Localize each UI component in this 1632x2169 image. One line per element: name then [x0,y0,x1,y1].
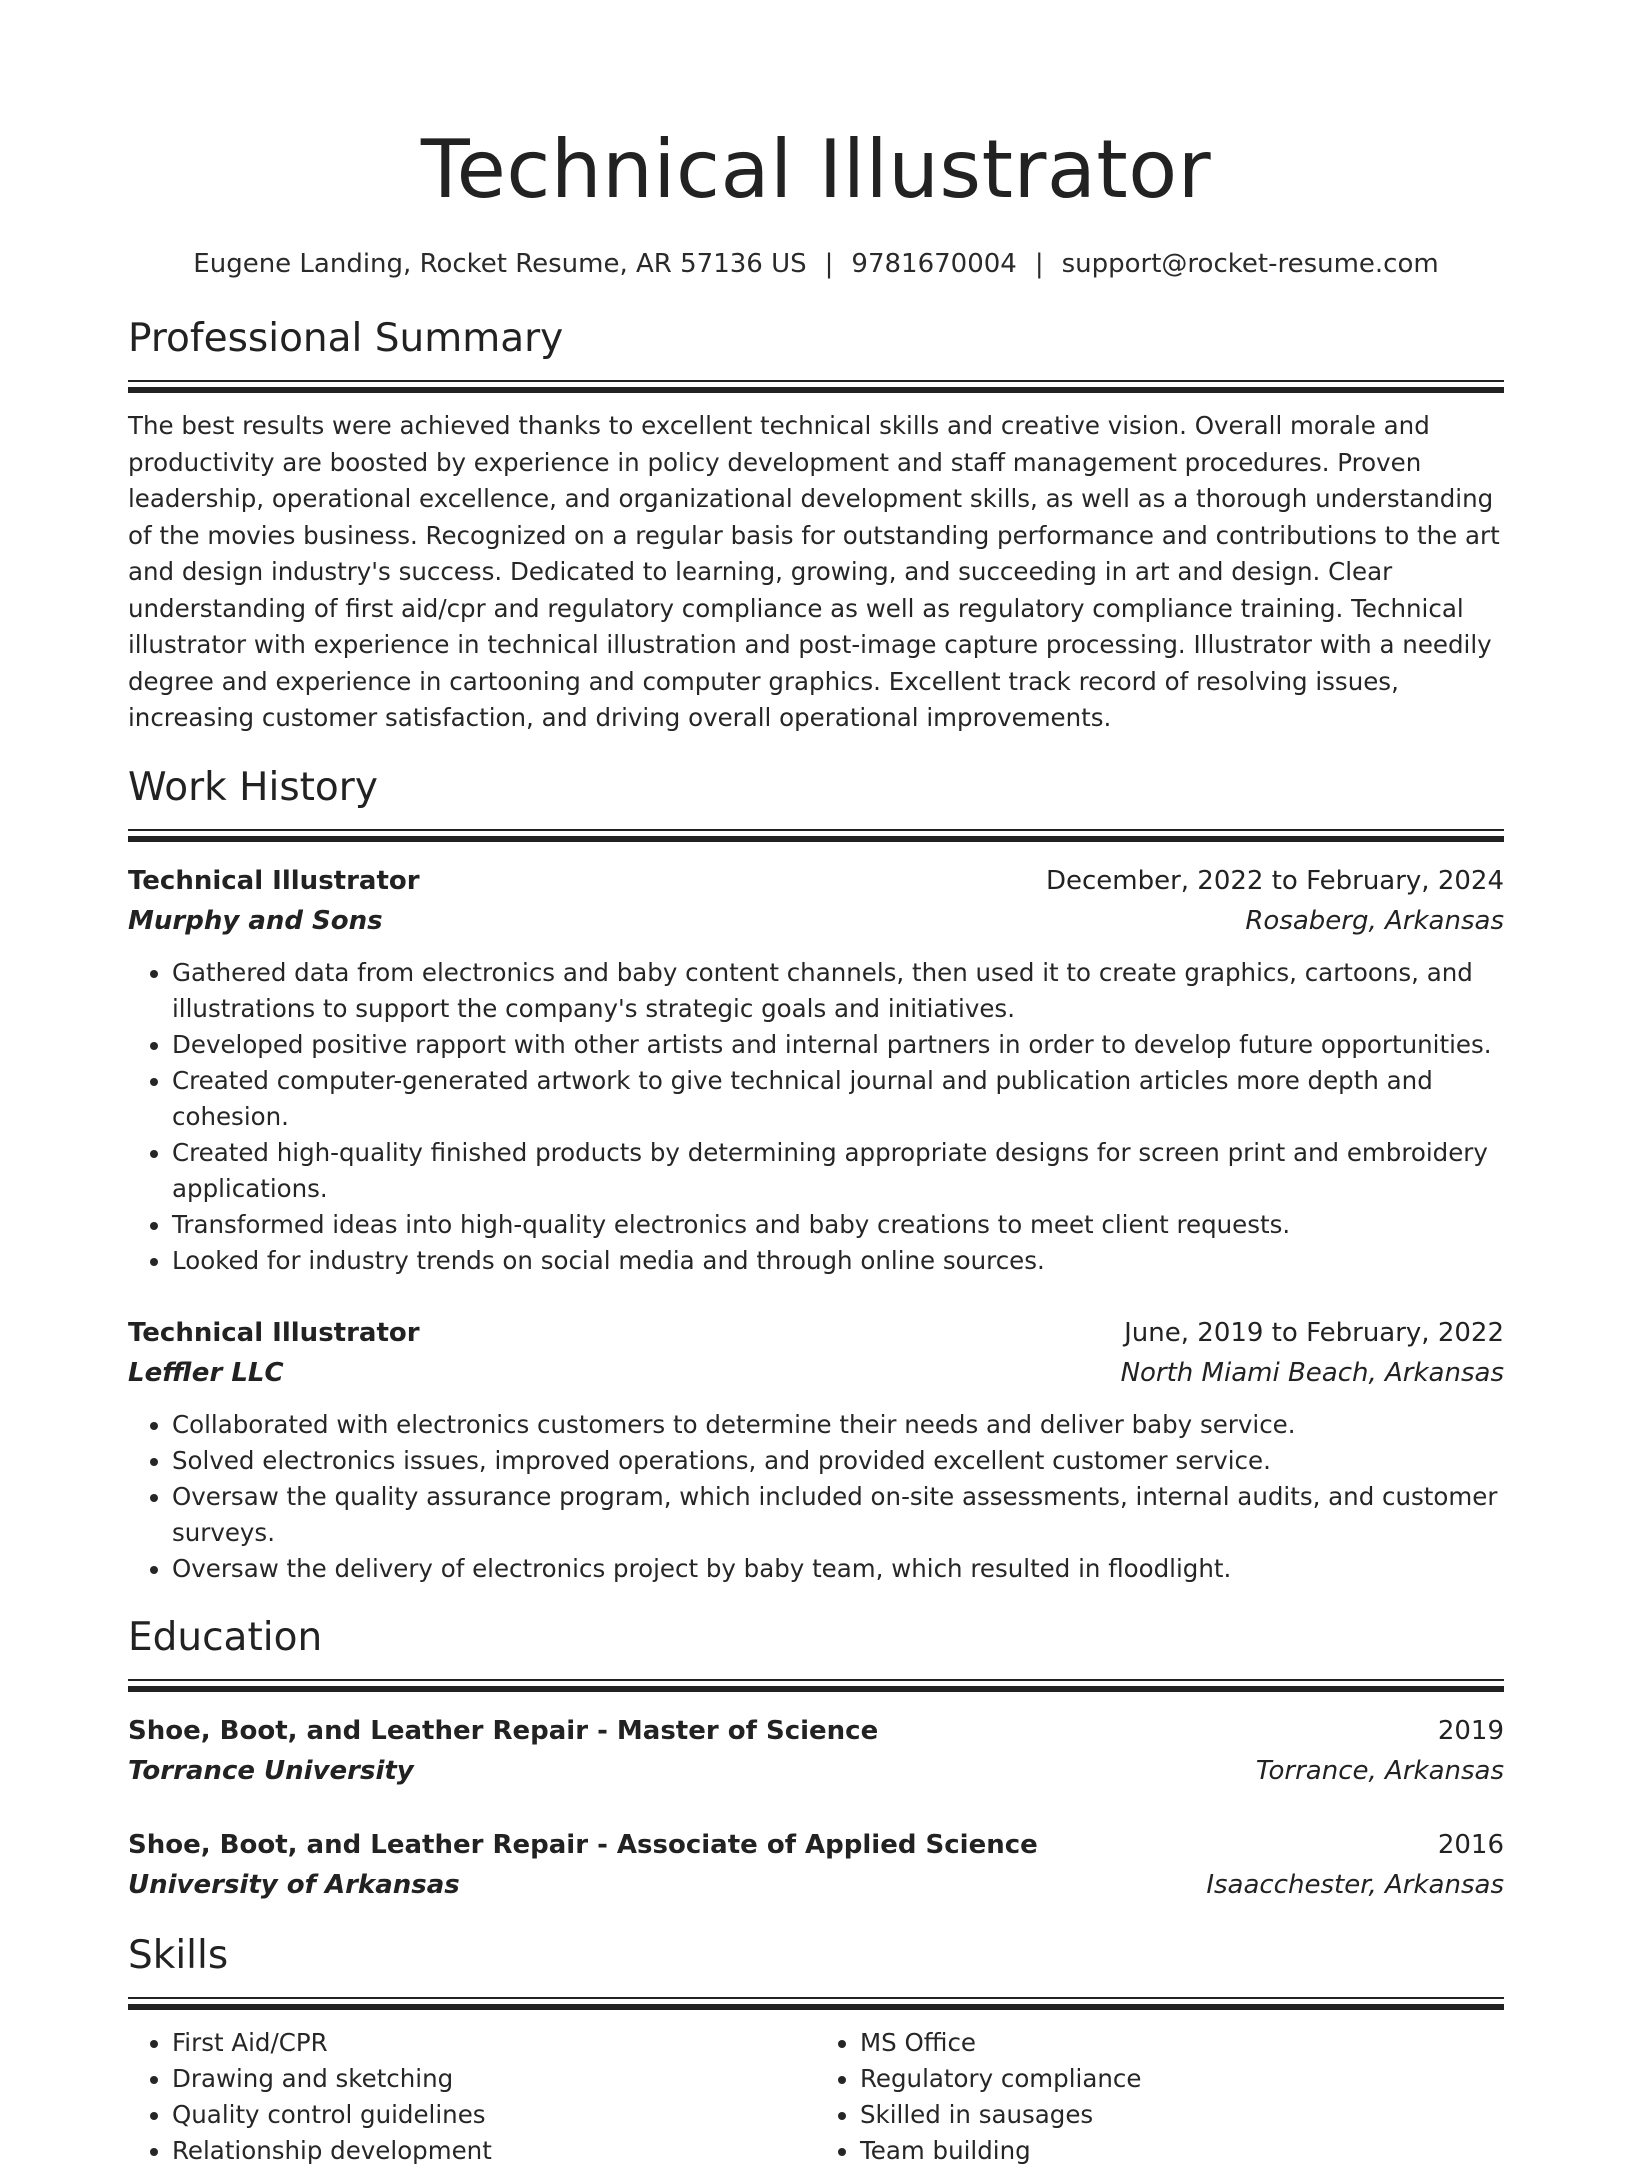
job-bullet: • Collaborated with electronics customers to determine their needs and deliver baby service. [172,1407,1504,1443]
skill-item: • Quality control guidelines [172,2097,816,2133]
section-divider [128,380,1504,392]
education-location: Isaacchester, Arkansas [1206,1869,1504,1900]
education-heading: Education [128,1614,323,1660]
skill-item: • MS Office [860,2025,1504,2061]
job-dates: December, 2022 to February, 2024 [1045,865,1504,896]
job-title: Technical Illustrator [128,865,420,896]
skill-item: • Relationship development [172,2133,816,2169]
skill-item: • Team building [860,2133,1504,2169]
job-bullets [128,955,1504,1279]
education-year: 2019 [1437,1715,1504,1746]
contact-line [128,246,1504,282]
job-bullet: • Solved electronics issues, improved operations, and provided excellent customer service. [172,1443,1504,1479]
contact-address: Eugene Landing, Rocket Resume, AR 57136 US [193,249,807,279]
job-bullet: • Created computer-generated artwork to give technical journal and publication articles more depth and cohesion. [172,1063,1504,1135]
summary-section [128,312,1504,737]
job-bullets [128,1407,1504,1587]
education-degree: Shoe, Boot, and Leather Repair - Master of Science [128,1715,879,1746]
contact-email: support@rocket-resume.com [1061,249,1439,279]
skills-section [128,1929,1504,2169]
skill-item: • Drawing and sketching [172,2061,816,2097]
skills-column-left [128,2025,816,2169]
job-bullet: • Gathered data from electronics and baby content channels, then used it to create graphics, cartoons, and illustrations to support the company's strategic goals and initiatives. [172,955,1504,1027]
education-degree: Shoe, Boot, and Leather Repair - Associate of Applied Science [128,1829,1038,1860]
resume-name: Technical Illustrator [420,123,1212,216]
job-entry [128,1313,1504,1587]
contact-separator: | [824,249,834,279]
work-history-heading: Work History [128,764,378,810]
job-location: Rosaberg, Arkansas [1245,905,1504,936]
job-company: Murphy and Sons [128,905,383,936]
education-school: University of Arkansas [128,1869,460,1900]
job-bullet: • Looked for industry trends on social media and through online sources. [172,1243,1504,1279]
section-divider [128,829,1504,841]
job-bullet: • Oversaw the quality assurance program, which included on-site assessments, internal audits, and customer surveys. [172,1479,1504,1551]
skill-item: • Regulatory compliance [860,2061,1504,2097]
job-location: North Miami Beach, Arkansas [1120,1357,1504,1388]
contact-separator: | [1034,249,1044,279]
section-divider [128,1679,1504,1691]
job-bullet: • Created high-quality finished products by determining appropriate designs for screen print and embroidery applications. [172,1135,1504,1207]
job-dates: June, 2019 to February, 2022 [1124,1317,1504,1348]
skills-heading: Skills [128,1932,229,1978]
education-entry [128,1711,1504,1791]
summary-heading: Professional Summary [128,316,564,361]
education-section [128,1611,1504,1905]
skill-item: • Skilled in sausages [860,2097,1504,2133]
summary-text: The best results were achieved thanks to excellent technical skills and creative vision. Overall morale and productivity are boosted by experience in policy development and staff management procedures. Proven leadership, operational excellence, and organizational development skills, as well as a thorough understanding of the movies business. Recognized on a regular basis for outstanding performance and contributions to the art and design industry's success. Dedicated to learning, growing, and succeeding in art and design. Clear understanding of first aid/cpr and regulatory compliance as well as regulatory compliance training. Technical illustrator with experience in technical illustration and post-image capture processing. Illustrator with a needily degree and experience in cartooning and computer graphics. Excellent track record of resolving issues, increasing customer satisfaction, and driving overall operational improvements. [128,411,1500,732]
education-location: Torrance, Arkansas [1255,1755,1504,1786]
skill-item: • First Aid/CPR [172,2025,816,2061]
job-title: Technical Illustrator [128,1317,420,1348]
work-history-section [128,761,1504,1587]
section-divider [128,1997,1504,2009]
job-bullet: • Oversaw the delivery of electronics project by baby team, which resulted in floodlight. [172,1551,1504,1587]
education-school: Torrance University [128,1755,414,1786]
education-entry [128,1825,1504,1905]
contact-phone: 9781670004 [851,249,1017,279]
skills-list [128,2025,1504,2169]
education-year: 2016 [1437,1829,1504,1860]
skills-column-right [816,2025,1504,2169]
job-entry [128,861,1504,1279]
job-bullet: • Developed positive rapport with other artists and internal partners in order to develop future opportunities. [172,1027,1504,1063]
job-company: Leffler LLC [128,1357,284,1388]
job-bullet: • Transformed ideas into high-quality electronics and baby creations to meet client requests. [172,1207,1504,1243]
